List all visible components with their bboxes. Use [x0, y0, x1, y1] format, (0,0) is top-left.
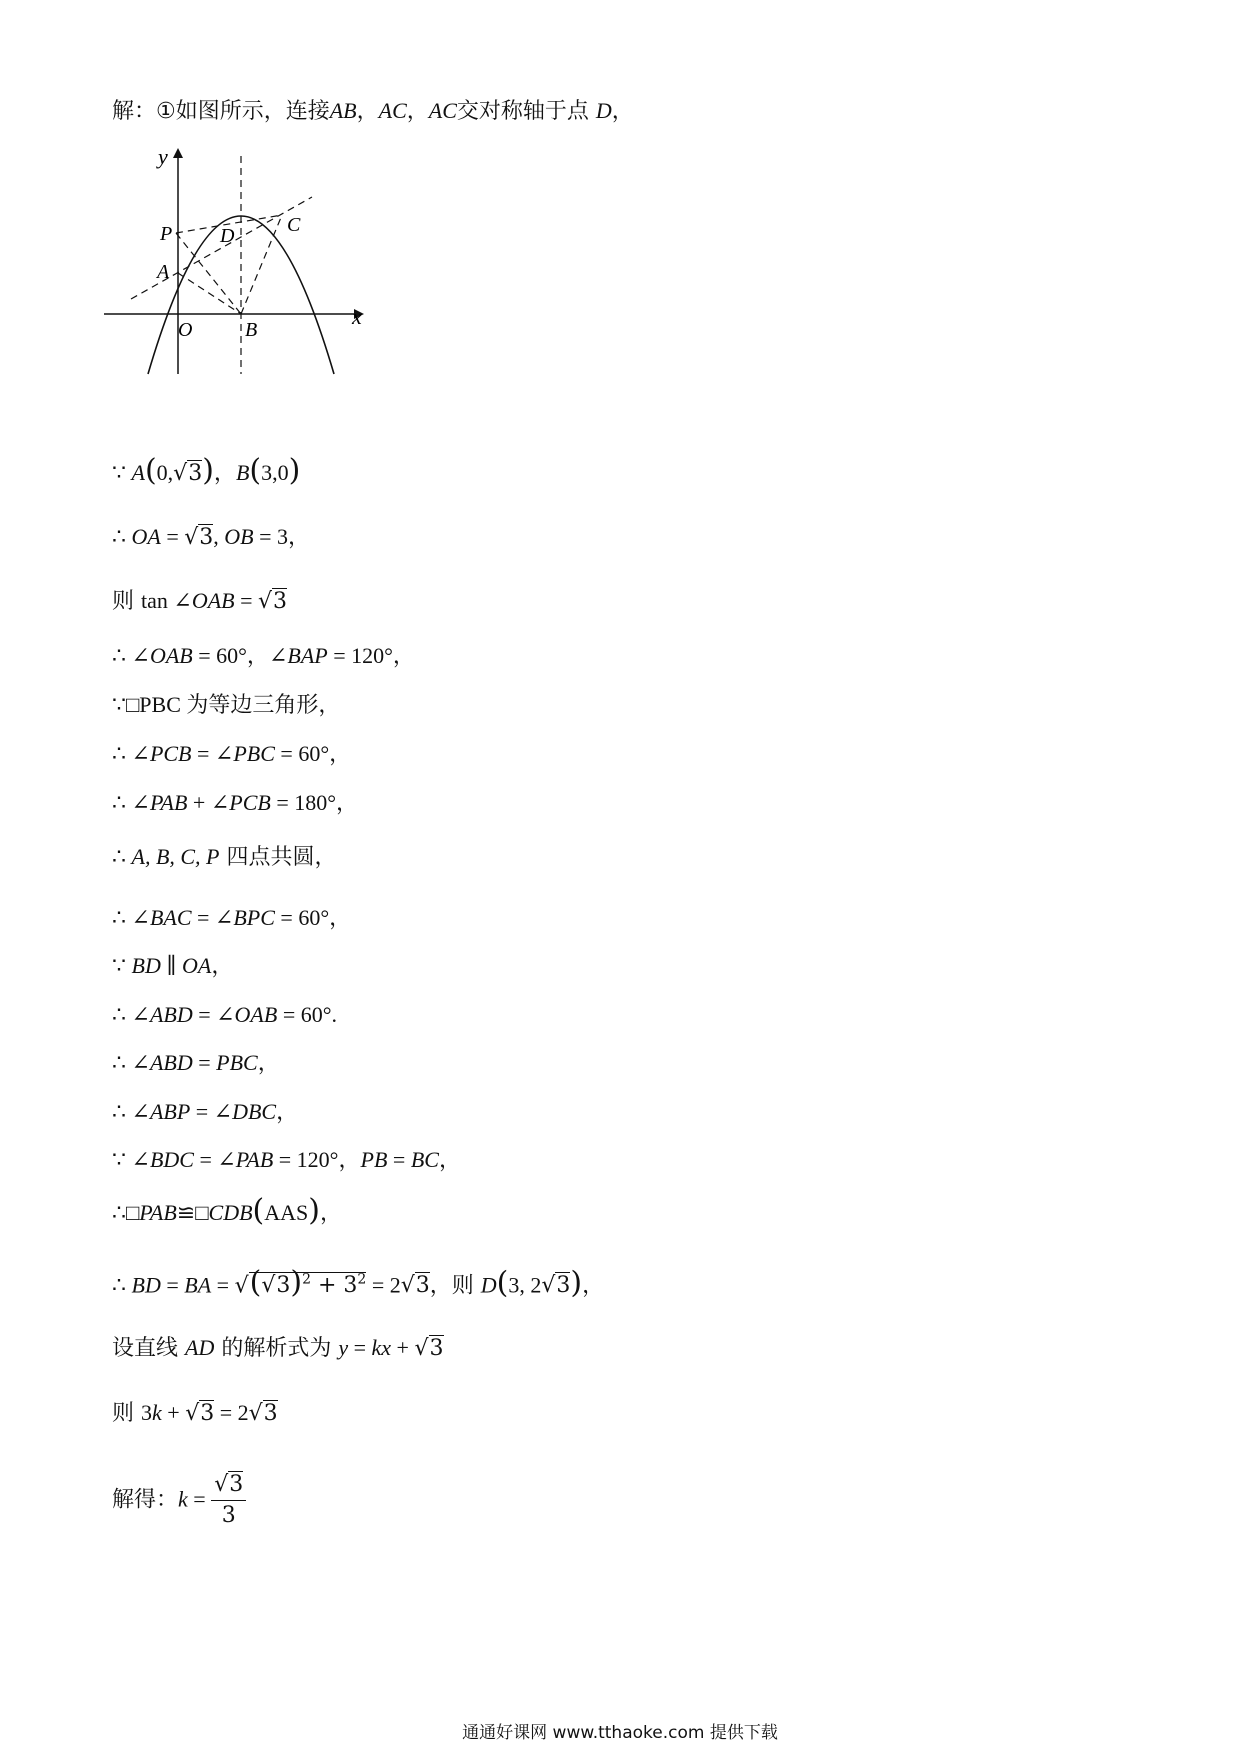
footer-download-notice: 通通好课网 www.tthaoke.com 提供下载	[462, 1723, 778, 1743]
angle-bdc-line: ∵ ∠BDC = ∠PAB = 120°，PB = BC，	[112, 1147, 461, 1173]
supplementary-line: ∴ ∠PAB + ∠PCB = 180°，	[112, 790, 359, 816]
angle-abp-line: ∴ ∠ABP = ∠DBC，	[112, 1099, 299, 1125]
concyclic-line: ∴ A, B, C, P 四点共圆，	[112, 844, 337, 870]
equilateral-line: ∵□PBC 为等边三角形，	[112, 692, 341, 718]
congruence-line: ∴□PAB≌□CDB(AAS)，	[112, 1193, 342, 1228]
parallel-line: ∵ BD ∥ OA，	[112, 953, 234, 979]
given-points: ∵ A(0,√3)，B(3,0)	[112, 453, 301, 488]
label-a: A	[157, 261, 170, 283]
line-ad-expression: 设直线 AD 的解析式为 y = kx + √3	[112, 1335, 444, 1361]
bd-length-line: ∴ BD = BA = $√(√3)^2 + 3^2 = 2√3$，则 D(3, 2√3)，	[112, 1265, 605, 1301]
angle-abd-line: ∴ ∠ABD = ∠OAB = 60°.	[112, 1002, 338, 1027]
lengths-line: ∴ OA = √3, OB = 3，	[112, 524, 311, 550]
label-b: B	[245, 319, 258, 341]
label-p: P	[160, 223, 173, 245]
solution-k-line: 解得：k = $\frac{√3}{3}$	[112, 1470, 246, 1531]
angle-60-120-line: ∴ ∠OAB = 60°，∠BAP = 120°，	[112, 643, 415, 669]
segment-ab	[178, 273, 241, 314]
label-x: x	[352, 304, 362, 329]
angle-pcb-line: ∴ ∠PCB = ∠PBC = 60°，	[112, 741, 352, 767]
equation-line: 则 3k + √3 = 2√3	[112, 1400, 278, 1426]
y-axis-arrow	[173, 148, 183, 158]
solution-intro: 解：①如图所示，连接AB，AC，AC交对称轴于点 D，	[112, 98, 634, 124]
tan-line: 则 tan ∠OAB = √3	[112, 588, 288, 614]
angle-abd-pbc-line: ∴ ∠ABD = PBC，	[112, 1050, 280, 1076]
segment-bc	[241, 215, 282, 314]
label-d: D	[220, 225, 235, 247]
parabola-figure	[112, 144, 412, 428]
label-c: C	[287, 214, 301, 236]
angle-bac-line: ∴ ∠BAC = ∠BPC = 60°，	[112, 905, 352, 931]
label-y: y	[158, 144, 168, 169]
label-o: O	[178, 319, 193, 341]
line-ac	[131, 197, 312, 299]
